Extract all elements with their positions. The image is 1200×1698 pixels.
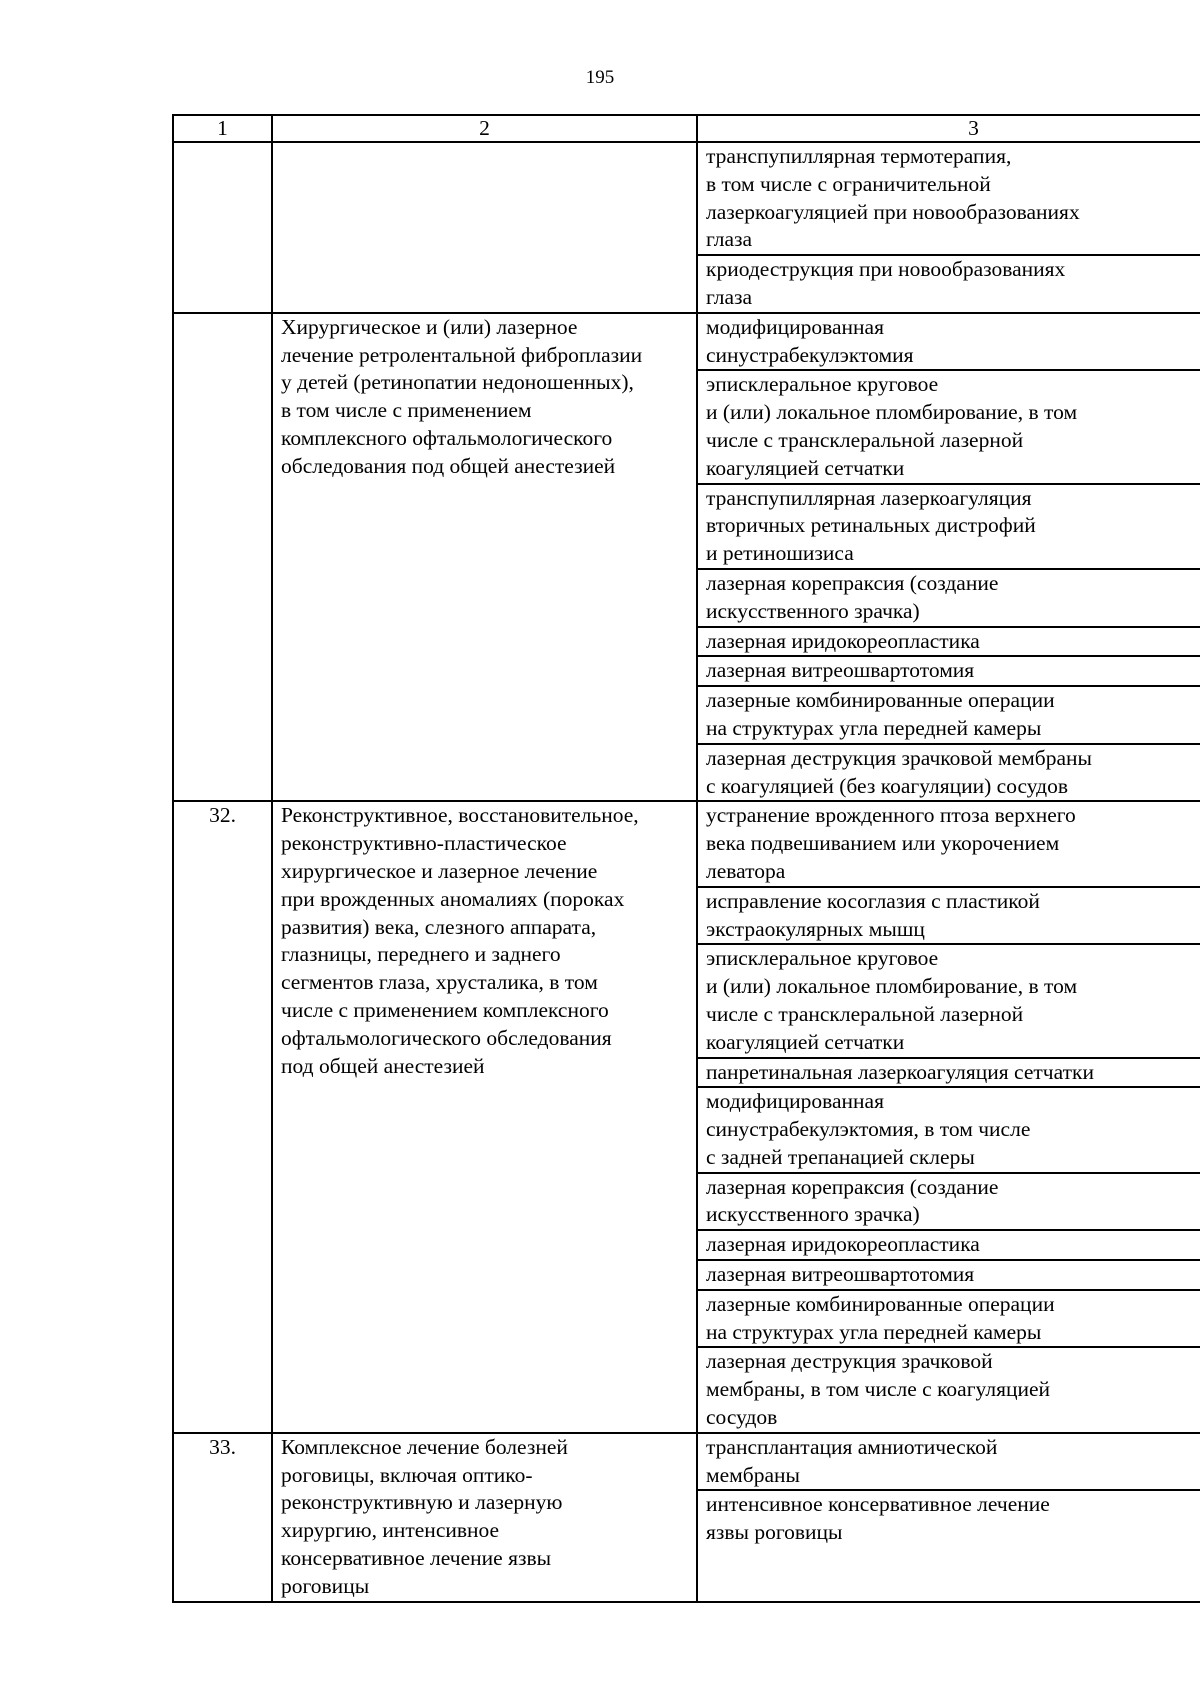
method-line: панретинальная лазеркоагуляция сетчатки: [706, 1059, 1094, 1084]
method-line: лазерные комбинированные операции: [706, 688, 1055, 713]
method-line: язвы роговицы: [706, 1520, 843, 1545]
method-line: искусственного зрачка): [706, 1202, 920, 1227]
method-line: леватора: [706, 858, 786, 883]
method-line: на структурах угла передней камеры: [706, 1319, 1042, 1344]
description-line: сегментов глаза, хрусталика, в том: [281, 970, 598, 995]
method-item: [698, 314, 1200, 370]
method-line: лазерная иридокореопластика: [706, 628, 980, 653]
method-item: [698, 802, 1200, 885]
description-line: консервативное лечение язвы: [281, 1546, 552, 1571]
method-line: числе с трансклеральной лазерной: [706, 1001, 1024, 1026]
table-row: [173, 313, 1200, 802]
method-item: [698, 886, 1200, 944]
description-line: Комплексное лечение болезней: [281, 1434, 568, 1459]
method-item: [698, 1434, 1200, 1490]
method-line: вторичных ретинальных дистрофий: [706, 513, 1036, 538]
procedures-table: [172, 114, 1200, 1603]
row-number: 33.: [173, 1433, 272, 1602]
row-number: [173, 313, 272, 802]
method-line: трансплантация амниотической: [706, 1434, 998, 1459]
description-line: глазницы, переднего и заднего: [281, 942, 561, 967]
method-line: лазерная корепраксия (создание: [706, 1174, 999, 1199]
method-item: [698, 943, 1200, 1056]
method-item: [698, 743, 1200, 801]
method-line: лазерная корепраксия (создание: [706, 570, 999, 595]
method-item: [698, 626, 1200, 656]
description-line: офтальмологического обследования: [281, 1025, 612, 1050]
method-item: [698, 655, 1200, 685]
treatment-methods: [697, 313, 1200, 802]
description-line: роговицы, включая оптико-: [281, 1462, 533, 1487]
column-header-3: 3: [697, 115, 1200, 142]
table-header-row: [173, 115, 1200, 142]
table-body: [173, 115, 1200, 1602]
description-line: реконструктивно-пластическое: [281, 831, 567, 856]
method-item: [698, 1057, 1200, 1087]
method-line: на структурах угла передней камеры: [706, 715, 1042, 740]
treatment-description: [272, 313, 697, 802]
method-line: глаза: [706, 284, 753, 309]
method-line: лазеркоагуляцией при новообразованиях: [706, 199, 1080, 224]
method-line: с коагуляцией (без коагуляции) сосудов: [706, 773, 1068, 798]
method-item: [698, 1346, 1200, 1431]
method-item: [698, 254, 1200, 312]
description-line: лечение ретролентальной фиброплазии: [281, 342, 643, 367]
method-item: [698, 1172, 1200, 1230]
description-line: реконструктивную и лазерную: [281, 1490, 563, 1515]
table-row: [173, 801, 1200, 1433]
description-line: роговицы: [281, 1573, 370, 1598]
method-line: эписклеральное круговое: [706, 946, 939, 971]
description-line: хирургическое и лазерное лечение: [281, 858, 598, 883]
method-line: экстраокулярных мышц: [706, 916, 925, 941]
description-line: в том числе с применением: [281, 398, 532, 423]
method-line: синустрабекулэктомия: [706, 342, 914, 367]
method-line: глаза: [706, 227, 753, 252]
description-line: хирургию, интенсивное: [281, 1518, 500, 1543]
method-line: лазерная деструкция зрачковой: [706, 1349, 993, 1374]
method-item: [698, 143, 1200, 254]
method-line: сосудов: [706, 1405, 778, 1430]
description-line: под общей анестезией: [281, 1053, 485, 1078]
method-line: в том числе с ограничительной: [706, 171, 991, 196]
row-number: 32.: [173, 801, 272, 1433]
method-line: синустрабекулэктомия, в том числе: [706, 1117, 1031, 1142]
method-line: и ретиношизиса: [706, 541, 854, 566]
column-header-2: 2: [272, 115, 697, 142]
method-line: и (или) локальное пломбирование, в том: [706, 400, 1078, 425]
treatment-methods: [697, 801, 1200, 1433]
method-line: лазерные комбинированные операции: [706, 1291, 1055, 1316]
method-line: интенсивное консервативное лечение: [706, 1492, 1050, 1517]
description-line: у детей (ретинопатии недоношенных),: [281, 370, 634, 395]
table-row: [173, 142, 1200, 313]
method-line: транспупиллярная термотерапия,: [706, 144, 1012, 168]
treatment-description: [272, 801, 697, 1433]
method-item: [698, 1489, 1200, 1547]
treatment-description: [272, 1433, 697, 1602]
method-item: [698, 483, 1200, 568]
method-line: коагуляцией сетчатки: [706, 455, 905, 480]
method-line: криодеструкция при новообразованиях: [706, 257, 1066, 282]
method-line: лазерная деструкция зрачковой мембраны: [706, 745, 1092, 770]
method-line: мембраны, в том числе с коагуляцией: [706, 1377, 1051, 1402]
method-line: лазерная витреошвартотомия: [706, 658, 975, 683]
page-number: 195: [585, 67, 615, 88]
method-line: и (или) локальное пломбирование, в том: [706, 974, 1078, 999]
method-item: [698, 1259, 1200, 1289]
row-number: [173, 142, 272, 313]
description-line: числе с применением комплексного: [281, 997, 609, 1022]
description-line: обследования под общей анестезией: [281, 453, 616, 478]
table-row: [173, 1433, 1200, 1602]
method-item: [698, 568, 1200, 626]
treatment-methods: [697, 142, 1200, 313]
method-line: транспупиллярная лазеркоагуляция: [706, 485, 1032, 510]
method-line: эписклеральное круговое: [706, 372, 939, 397]
method-item: [698, 1289, 1200, 1347]
method-line: века подвешиванием или укорочением: [706, 831, 1060, 856]
method-line: числе с трансклеральной лазерной: [706, 427, 1024, 452]
method-line: коагуляцией сетчатки: [706, 1029, 905, 1054]
method-line: искусственного зрачка): [706, 598, 920, 623]
description-line: развития) века, слезного аппарата,: [281, 914, 597, 939]
treatment-methods: [697, 1433, 1200, 1602]
description-line: при врожденных аномалиях (пороках: [281, 886, 625, 911]
description-line: Реконструктивное, восстановительное,: [281, 803, 639, 828]
description-line: комплексного офтальмологического: [281, 425, 613, 450]
method-line: лазерная витреошвартотомия: [706, 1262, 975, 1287]
description-line: Хирургическое и (или) лазерное: [281, 314, 578, 339]
method-line: модифицированная: [706, 314, 884, 339]
method-item: [698, 369, 1200, 482]
method-line: мембраны: [706, 1462, 800, 1487]
method-item: [698, 1086, 1200, 1171]
method-line: исправление косоглазия с пластикой: [706, 888, 1040, 913]
method-item: [698, 1229, 1200, 1259]
method-line: модифицированная: [706, 1089, 884, 1114]
method-line: лазерная иридокореопластика: [706, 1232, 980, 1257]
method-line: с задней трепанацией склеры: [706, 1144, 975, 1169]
method-item: [698, 685, 1200, 743]
column-header-1: 1: [173, 115, 272, 142]
method-line: устранение врожденного птоза верхнего: [706, 803, 1076, 828]
treatment-description: [272, 142, 697, 313]
